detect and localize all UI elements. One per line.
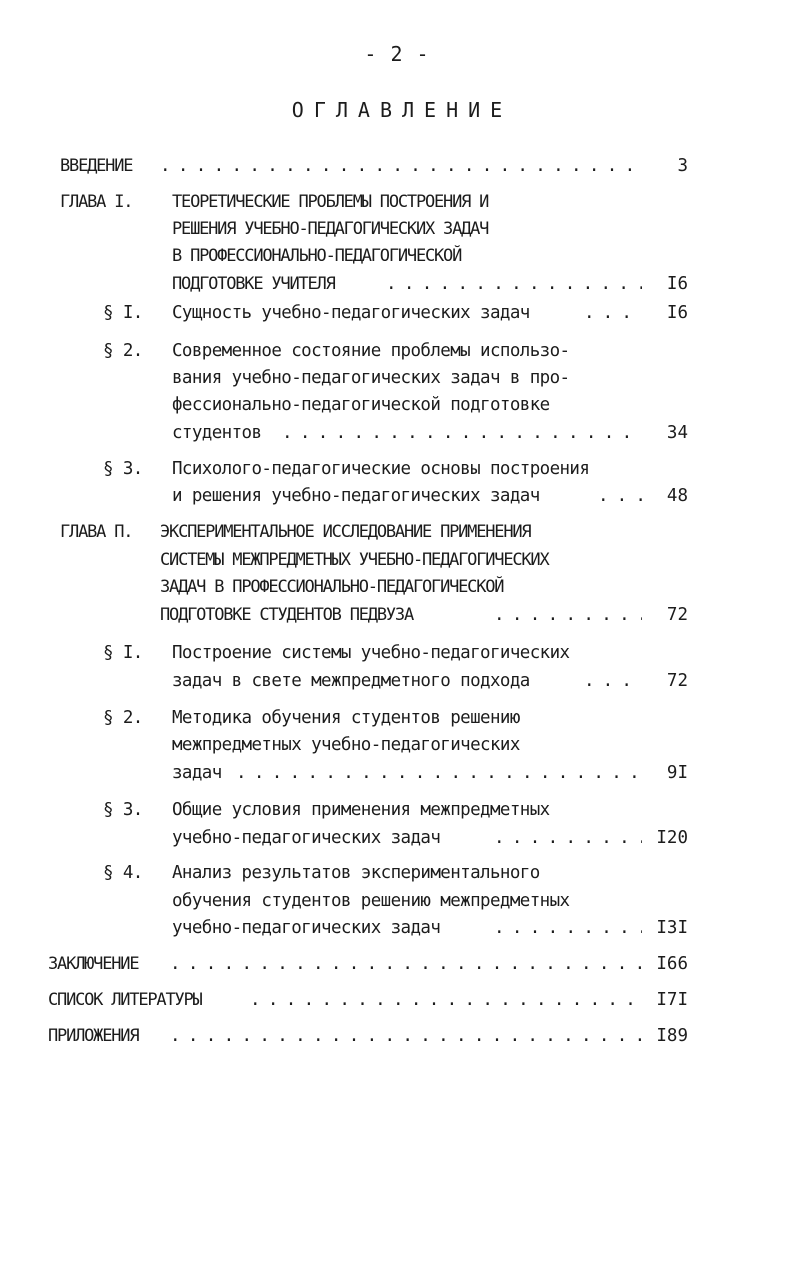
dot-leader — [170, 1023, 642, 1049]
section-title-line: обучения студентов решению межпредметных — [172, 891, 570, 911]
section-title-line: Анализ результатов экспериментального — [172, 863, 540, 883]
section-title-line: Общие условия применения межпредметных — [172, 800, 550, 820]
section-title-line: учебно-педагогических задач — [172, 828, 441, 848]
dot-leader — [236, 760, 642, 786]
section-title-line: фессионально-педагогической подготовке — [172, 395, 550, 415]
section-number: § 4. — [103, 863, 143, 883]
toc-entry-label: ВВЕДЕНИЕ — [60, 156, 133, 176]
toc-page-number: 72 — [666, 671, 688, 691]
toc-page-number: I6 — [666, 274, 688, 294]
section-title-line: Психолого-педагогические основы построения — [172, 459, 590, 479]
dot-leader — [494, 825, 642, 851]
section-number: § 3. — [103, 800, 143, 820]
chapter-title-line: В ПРОФЕССИОНАЛЬНО-ПЕДАГОГИЧЕСКОЙ — [172, 246, 462, 266]
chapter-title-line: СИСТЕМЫ МЕЖПРЕДМЕТНЫХ УЧЕБНО-ПЕДАГОГИЧЕСКИХ — [160, 550, 549, 570]
toc-page-number: 9I — [666, 763, 688, 783]
chapter-number: ГЛАВА I. — [60, 192, 133, 212]
page-title: ОГЛАВЛЕНИЕ — [291, 98, 513, 122]
chapter-title-line: ТЕОРЕТИЧЕСКИЕ ПРОБЛЕМЫ ПОСТРОЕНИЯ И — [172, 192, 489, 212]
toc-page-number: I6 — [666, 303, 688, 323]
dot-leader — [250, 987, 642, 1013]
section-title-line: задач в свете межпредметного подхода — [172, 671, 530, 691]
dot-leader — [386, 271, 642, 297]
toc-page-number: 72 — [666, 605, 688, 625]
section-number: § 2. — [103, 341, 143, 361]
toc-entry-label: ЗАКЛЮЧЕНИЕ — [48, 954, 139, 974]
section-number: § 3. — [103, 459, 143, 479]
dot-leader — [494, 915, 642, 941]
toc-page-number: I66 — [656, 954, 688, 974]
toc-page-number: I89 — [656, 1026, 688, 1046]
dot-leader — [282, 420, 642, 446]
chapter-title-line: ПОДГОТОВКЕ УЧИТЕЛЯ — [172, 274, 335, 294]
toc-page-number: 34 — [666, 423, 688, 443]
section-title-line: Современное состояние проблемы использо- — [172, 341, 570, 361]
section-title-line: межпредметных учебно-педагогических — [172, 735, 520, 755]
section-title-line: студентов — [172, 423, 262, 443]
section-number: § I. — [103, 643, 143, 663]
toc-page-number: I3I — [656, 918, 688, 938]
dot-leader — [494, 602, 642, 628]
toc-page-number: 48 — [666, 486, 688, 506]
section-title-line: Методика обучения студентов решению — [172, 708, 520, 728]
toc-page-number: I20 — [656, 828, 688, 848]
dot-leader — [160, 153, 642, 179]
section-title-line: Сущность учебно-педагогических задач — [172, 303, 530, 323]
toc-entry-label: ПРИЛОЖЕНИЯ — [48, 1026, 139, 1046]
toc-entry-label: СПИСОК ЛИТЕРАТУРЫ — [48, 990, 202, 1010]
section-title-line: вания учебно-педагогических задач в про- — [172, 368, 570, 388]
section-number: § 2. — [103, 708, 143, 728]
section-title-line: и решения учебно-педагогических задач — [172, 486, 540, 506]
chapter-title-line: ПОДГОТОВКЕ СТУДЕНТОВ ПЕДВУЗА — [160, 605, 413, 625]
toc-page-number: 3 — [677, 156, 688, 176]
chapter-title-line: РЕШЕНИЯ УЧЕБНО-ПЕДАГОГИЧЕСКИХ ЗАДАЧ — [172, 219, 489, 239]
page-number: - 2 - — [364, 42, 430, 66]
toc-page-number: I7I — [656, 990, 688, 1010]
dot-leader — [170, 951, 642, 977]
chapter-number: ГЛАВА П. — [60, 522, 133, 542]
section-title-line: Построение системы учебно-педагогических — [172, 643, 570, 663]
section-title-line: учебно-педагогических задач — [172, 918, 441, 938]
chapter-title-line: ЭКСПЕРИМЕНТАЛЬНОЕ ИССЛЕДОВАНИЕ ПРИМЕНЕНИЯ — [160, 522, 531, 542]
section-number: § I. — [103, 303, 143, 323]
section-title-line: задач — [172, 763, 222, 783]
chapter-title-line: ЗАДАЧ В ПРОФЕССИОНАЛЬНО-ПЕДАГОГИЧЕСКОЙ — [160, 577, 504, 597]
